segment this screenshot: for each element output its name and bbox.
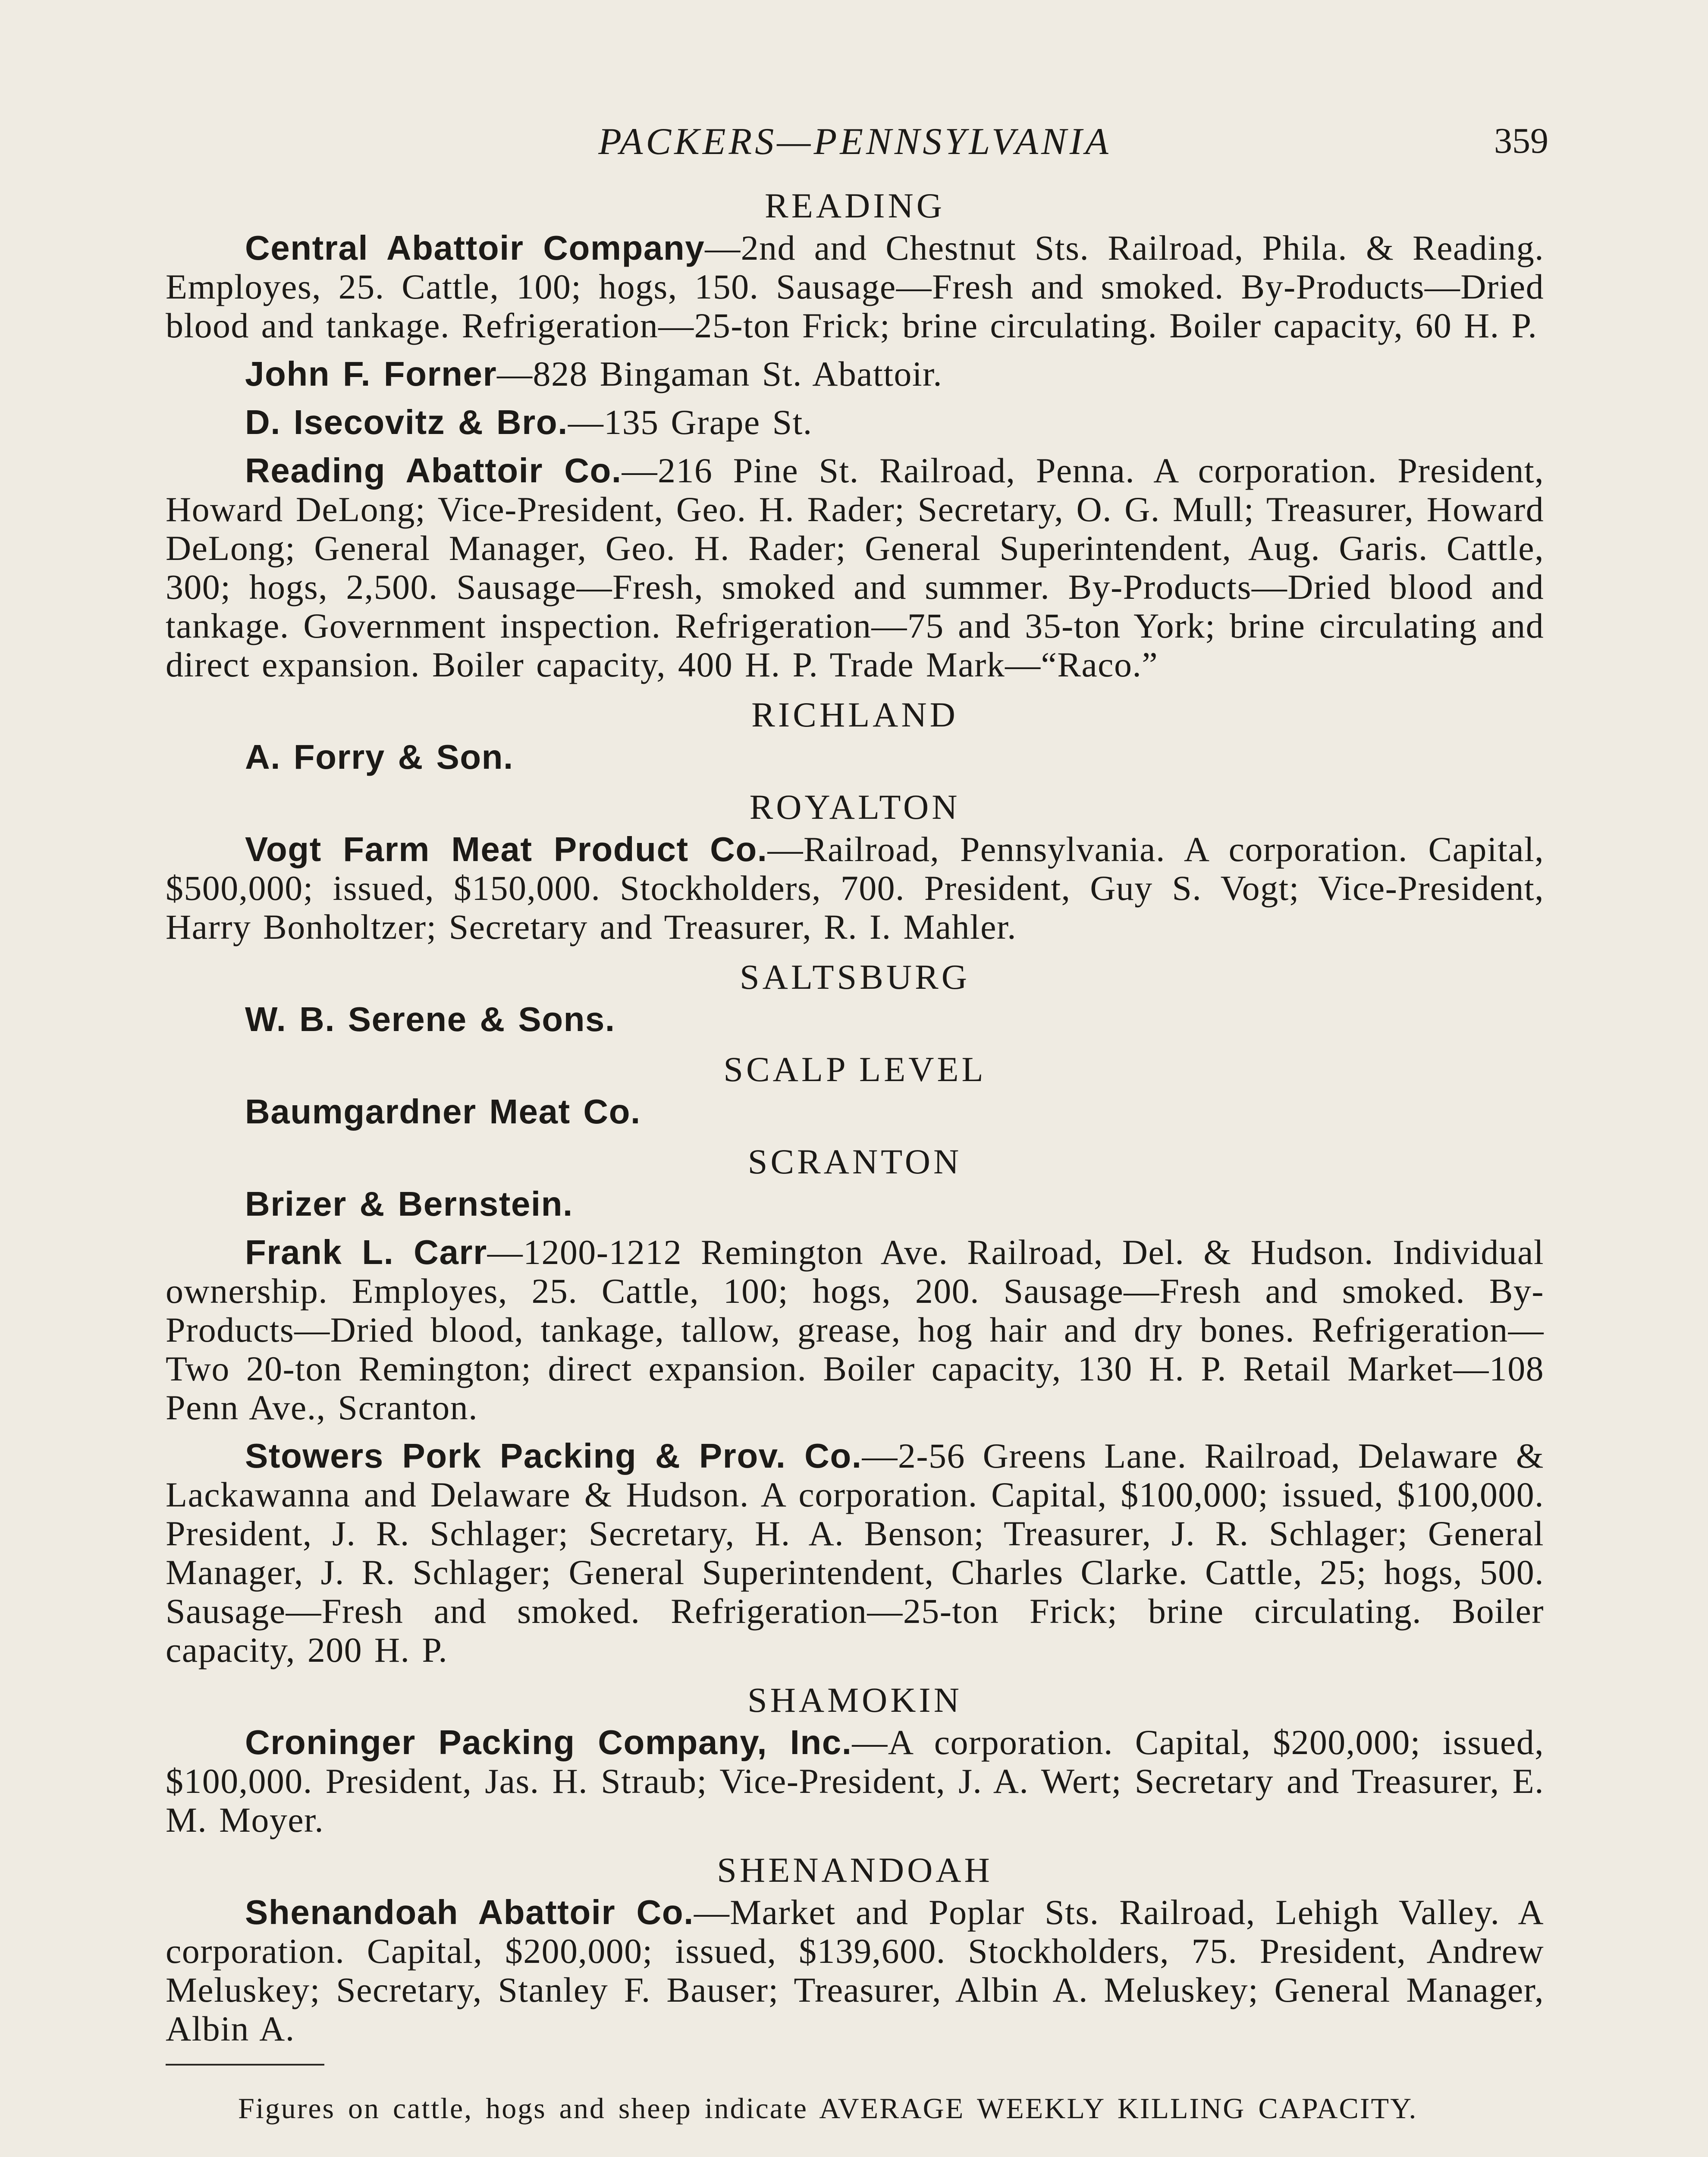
town-heading: SCALP LEVEL	[723, 1050, 986, 1089]
company-name: Vogt Farm Meat Product Co.	[245, 830, 768, 868]
section-scranton	[166, 1141, 1544, 1670]
section-shamokin	[166, 1679, 1544, 1839]
section-shenandoah	[166, 1849, 1544, 2048]
section-royalton	[166, 786, 1544, 946]
town-heading: ROYALTON	[749, 787, 961, 827]
running-title: PACKERS—PENNSYLVANIA	[598, 121, 1111, 163]
town-heading: SCRANTON	[747, 1142, 962, 1181]
company-name: Stowers Pork Packing & Prov. Co.	[245, 1437, 862, 1475]
directory-entry	[166, 1092, 1544, 1131]
company-name: Reading Abattoir Co.	[245, 451, 622, 490]
company-name: Brizer & Bernstein.	[245, 1185, 573, 1223]
company-name: Croninger Packing Company, Inc.	[245, 1723, 852, 1761]
entry-details: —1200-1212 Remington Ave. Railroad, Del. & Hudson. Individual ownership. Employes, 25. Cattle, 100; hogs, 200. Sausage—Fresh and smoked. By-Products—Dried blood, tankage, tallow, grease, hog hair and dry bones. Refrigeration—Two 20-ton Remington; direct expansion. Boiler capacity, 130 H. P. Retail Market—108 Penn Ave., Scranton.	[166, 1233, 1544, 1427]
directory-entry	[166, 1437, 1544, 1670]
running-head	[166, 116, 1548, 167]
town-heading: SHAMOKIN	[747, 1680, 962, 1720]
directory-entry	[166, 1723, 1544, 1839]
directory-entry	[166, 403, 1544, 442]
entry-details: —Market and Poplar Sts. Railroad, Lehigh Valley. A corporation. Capital, $200,000; issued, $139,600. Stockholders, 75. President, Andrew Meluskey; Secretary, Stanley F. Bauser; Treasurer, Albin A. Meluskey; General Manager, Albin A.	[166, 1893, 1544, 2048]
directory-entry	[166, 229, 1544, 345]
directory-entry	[166, 738, 1544, 777]
company-name: D. Isecovitz & Bro.	[245, 403, 568, 441]
company-name: A. Forry & Son.	[245, 738, 514, 776]
entry-details: —2nd and Chestnut Sts. Railroad, Phila. & Reading. Employes, 25. Cattle, 100; hogs, 150. Sausage—Fresh and smoked. By-Products—Dried blood and tankage. Refrigeration—25-ton Frick; brine circulating. Boiler capacity, 60 H. P.	[166, 228, 1544, 345]
directory-entry	[166, 355, 1544, 393]
footnote-divider	[166, 2064, 324, 2066]
company-name: John F. Forner	[245, 355, 497, 393]
footnote: Figures on cattle, hogs and sheep indicate AVERAGE WEEKLY KILLING CAPACITY.	[238, 2092, 1418, 2125]
section-scalp-level	[166, 1048, 1544, 1131]
directory-entry	[166, 1233, 1544, 1427]
directory-entry	[166, 1000, 1544, 1039]
company-name: W. B. Serene & Sons.	[245, 1000, 615, 1038]
entry-details: —2-56 Greens Lane. Railroad, Delaware & Lackawanna and Delaware & Hudson. A corporation. Capital, $100,000; issued, $100,000. President, J. R. Schlager; Secretary, H. A. Benson; Treasurer, J. R. Schlager; General Manager, J. R. Schlager; General Superintendent, Charles Clarke. Cattle, 25; hogs, 500. Sausage—Fresh and smoked. Refrigeration—25-ton Frick; brine circulating. Boiler capacity, 200 H. P.	[166, 1436, 1544, 1670]
entry-details: —Railroad, Pennsylvania. A corporation. Capital, $500,000; issued, $150,000. Stockholders, 700. President, Guy S. Vogt; Vice-President, Harry Bonholtzer; Secretary and Treasurer, R. I. Mahler.	[166, 830, 1545, 946]
page-number: 359	[1494, 121, 1548, 161]
section-reading	[166, 185, 1544, 684]
entry-details: —135 Grape St.	[568, 402, 813, 442]
directory-entry	[166, 1185, 1544, 1223]
entry-details: —A corporation. Capital, $200,000; issued, $100,000. President, Jas. H. Straub; Vice-President, J. A. Wert; Secretary and Treasurer, E. M. Moyer.	[166, 1723, 1544, 1839]
town-heading: RICHLAND	[751, 695, 958, 734]
directory-entry	[166, 830, 1544, 946]
company-name: Baumgardner Meat Co.	[245, 1092, 641, 1131]
directory-entry	[166, 1893, 1544, 2048]
section-richland	[166, 694, 1544, 777]
town-heading: SALTSBURG	[740, 957, 970, 997]
directory-entry	[166, 451, 1544, 684]
town-heading: SHENANDOAH	[717, 1850, 993, 1890]
entry-details: —216 Pine St. Railroad, Penna. A corporation. President, Howard DeLong; Vice-President, Geo. H. Rader; Secretary, O. G. Mull; Treasurer, Howard DeLong; General Manager, Geo. H. Rader; General Superintendent, Aug. Garis. Cattle, 300; hogs, 2,500. Sausage—Fresh, smoked and summer. By-Products—Dried blood and tankage. Government inspection. Refrigeration—75 and 35-ton York; brine circulating and direct expansion. Boiler capacity, 400 H. P. Trade Mark—“Raco.”	[166, 451, 1544, 684]
company-name: Frank L. Carr	[245, 1233, 487, 1271]
section-saltsburg	[166, 956, 1544, 1039]
company-name: Central Abattoir Company	[245, 229, 705, 267]
company-name: Shenandoah Abattoir Co.	[245, 1893, 694, 1931]
town-heading: READING	[765, 186, 945, 225]
document-page	[166, 116, 1548, 2151]
entry-details: —828 Bingaman St. Abattoir.	[497, 354, 943, 393]
